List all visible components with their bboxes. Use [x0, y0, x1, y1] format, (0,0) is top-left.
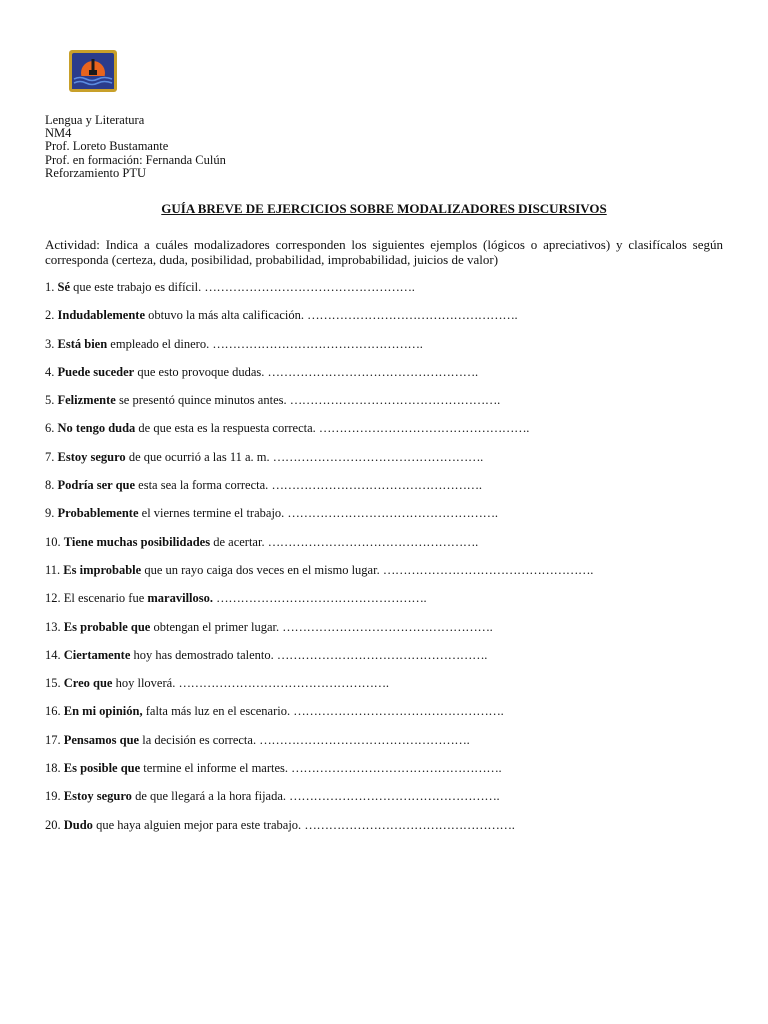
exercise-modalizer: Podría ser que — [57, 478, 136, 493]
exercise-modalizer: Estoy seguro — [57, 449, 126, 464]
exercise-number: 17. — [45, 732, 61, 747]
answer-blank: ……………………………………………. — [267, 364, 478, 379]
exercise-text: la decisión es correcta. — [142, 732, 257, 747]
answer-blank: ……………………………………………. — [267, 534, 478, 549]
exercise-item — [45, 392, 735, 420]
exercise-item — [45, 647, 735, 675]
exercise-number: 2. — [45, 308, 55, 323]
exercise-number: 1. — [45, 280, 55, 294]
course-level: NM4 — [45, 126, 72, 141]
answer-blank: ……………………………………………. — [272, 449, 483, 464]
school-crest-icon — [68, 49, 118, 93]
exercise-text: esta sea la forma correcta. — [138, 478, 269, 493]
exercise-item — [45, 534, 735, 562]
exercise-text: hoy has demostrado talento. — [133, 647, 274, 662]
answer-blank: ……………………………………………. — [178, 676, 389, 691]
exercise-item — [45, 364, 735, 392]
worksheet-title: GUÍA BREVE DE EJERCICIOS SOBRE MODALIZADORES DISCURSIVOS — [161, 201, 607, 216]
exercise-item — [45, 307, 735, 335]
exercise-text: de que ocurrió a las 11 a. m. — [128, 449, 270, 464]
exercise-modalizer: Probablemente — [57, 506, 139, 521]
exercise-modalizer: Creo que — [63, 676, 113, 691]
exercise-modalizer: Pensamos que — [63, 732, 140, 747]
answer-blank: ……………………………………………. — [212, 336, 423, 351]
exercise-modalizer: Es probable que — [63, 619, 151, 634]
exercise-text: hoy lloverá. — [115, 676, 176, 691]
exercise-text: el viernes termine el trabajo. — [141, 506, 285, 521]
exercise-number: 12. — [45, 591, 61, 606]
answer-blank: ……………………………………………. — [289, 393, 500, 408]
exercise-text: de acertar. — [213, 534, 265, 549]
exercise-item — [45, 505, 735, 533]
exercise-modalizer: Sé — [57, 280, 70, 294]
exercise-number: 8. — [45, 478, 55, 493]
exercise-text-prefix: El escenario fue — [63, 591, 145, 606]
exercise-modalizer: En mi opinión, — [63, 704, 143, 719]
exercise-text: obtuvo la más alta calificación. — [148, 308, 304, 323]
exercise-modalizer: maravilloso. — [147, 591, 214, 606]
course-subject: Lengua y Literatura — [45, 113, 145, 127]
exercise-number: 20. — [45, 817, 61, 832]
exercise-number: 9. — [45, 506, 55, 521]
exercise-text: que haya alguien mejor para este trabajo. — [96, 817, 302, 832]
exercise-number: 5. — [45, 393, 55, 408]
answer-blank: ……………………………………………. — [259, 732, 470, 747]
course-teacher: Prof. Loreto Bustamante — [45, 139, 169, 154]
answer-blank: ……………………………………………. — [276, 647, 488, 662]
answer-blank: ……………………………………………. — [291, 761, 502, 776]
exercise-modalizer: Felizmente — [57, 393, 116, 408]
exercise-text: termine el informe el martes. — [143, 761, 289, 776]
exercise-number: 4. — [45, 364, 55, 379]
exercise-number: 7. — [45, 449, 55, 464]
exercise-number: 6. — [45, 421, 55, 436]
exercise-number: 3. — [45, 336, 55, 351]
answer-blank: ……………………………………………. — [289, 789, 500, 804]
answer-blank: ……………………………………………. — [382, 562, 594, 577]
course-program: Reforzamiento PTU — [45, 165, 147, 180]
exercise-item — [45, 760, 735, 788]
exercise-item — [45, 562, 735, 590]
answer-blank: ……………………………………………. — [318, 421, 530, 436]
exercise-item — [45, 590, 735, 618]
answer-blank: ……………………………………………. — [216, 591, 427, 606]
activity-instructions: Actividad: Indica a cuáles modalizadores corresponden los siguientes ejemplos (lógicos o apreciativos) y clasifícalos según corresponda (certeza, duda, posibilidad, probabilidad, improbabilidad, juicios de valor) — [45, 237, 723, 267]
answer-blank: ……………………………………………. — [293, 704, 504, 719]
exercise-text: se presentó quince minutos antes. — [118, 393, 287, 408]
exercise-modalizer: Está bien — [57, 336, 108, 351]
exercise-number: 19. — [45, 789, 61, 804]
exercise-item — [45, 619, 735, 647]
exercise-number: 16. — [45, 704, 61, 719]
exercise-item — [45, 675, 735, 703]
exercise-item — [45, 336, 735, 364]
answer-blank: ……………………………………………. — [287, 506, 498, 521]
exercise-list — [45, 279, 735, 845]
answer-blank: ……………………………………………. — [304, 817, 515, 832]
exercise-text: empleado el dinero. — [110, 336, 210, 351]
exercise-modalizer: Indudablemente — [57, 308, 146, 323]
exercise-number: 14. — [45, 647, 61, 662]
exercise-text: que esto provoque dudas. — [137, 364, 265, 379]
exercise-modalizer: Ciertamente — [63, 647, 131, 662]
exercise-modalizer: No tengo duda — [57, 421, 136, 436]
exercise-modalizer: Tiene muchas posibilidades — [63, 534, 211, 549]
answer-blank: ……………………………………………. — [307, 308, 518, 323]
exercise-item — [45, 788, 735, 816]
exercise-item — [45, 477, 735, 505]
exercise-item — [45, 420, 735, 448]
exercise-number: 11. — [45, 562, 61, 577]
exercise-number: 10. — [45, 534, 61, 549]
course-trainee-teacher: Prof. en formación: Fernanda Culún — [45, 152, 226, 167]
answer-blank: ……………………………………………. — [271, 478, 482, 493]
course-info — [45, 114, 226, 180]
exercise-text: que este trabajo es difícil. — [73, 280, 202, 294]
exercise-item — [45, 703, 735, 731]
exercise-item — [45, 817, 735, 845]
exercise-number: 15. — [45, 676, 61, 691]
exercise-item — [45, 449, 735, 477]
exercise-modalizer: Es improbable — [63, 562, 142, 577]
exercise-item — [45, 732, 735, 760]
answer-blank: ……………………………………………. — [204, 280, 415, 294]
exercise-text: que un rayo caiga dos veces en el mismo lugar. — [144, 562, 380, 577]
exercise-item — [45, 279, 735, 307]
exercise-number: 13. — [45, 619, 61, 634]
exercise-text: obtengan el primer lugar. — [153, 619, 280, 634]
exercise-modalizer: Puede suceder — [57, 364, 135, 379]
exercise-modalizer: Es posible que — [63, 761, 141, 776]
exercise-number: 18. — [45, 761, 61, 776]
exercise-text: de que esta es la respuesta correcta. — [138, 421, 316, 436]
answer-blank: ……………………………………………. — [282, 619, 493, 634]
exercise-text: de que llegará a la hora fijada. — [135, 789, 287, 804]
exercise-text: falta más luz en el escenario. — [145, 704, 291, 719]
exercise-modalizer: Dudo — [63, 817, 93, 832]
exercise-modalizer: Estoy seguro — [63, 789, 132, 804]
